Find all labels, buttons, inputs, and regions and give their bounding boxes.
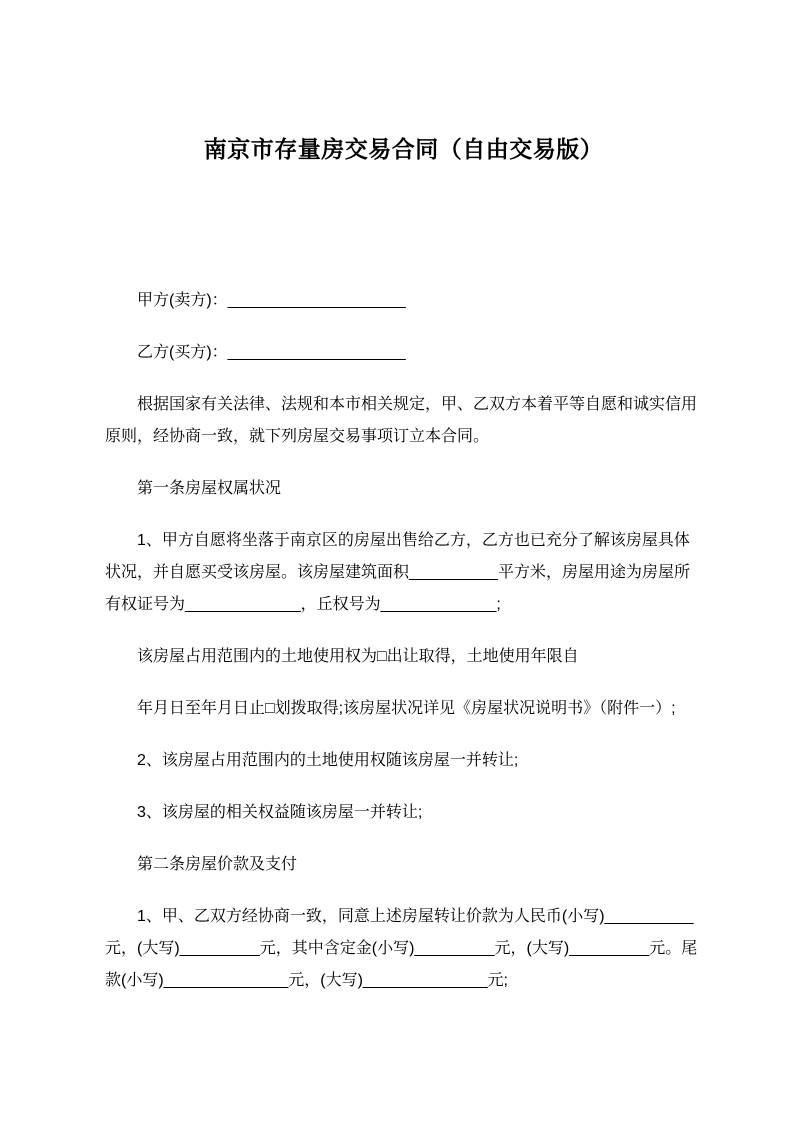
party-b-blank-line: ____________________ xyxy=(227,344,406,361)
section-1-clause-3: 3、该房屋的相关权益随该房屋一并转让; xyxy=(137,804,423,821)
party-b-label: 乙方(买方)： xyxy=(137,344,228,361)
document-title: 南京市存量房交易合同（自由交易版） xyxy=(203,136,604,162)
section-1-land-use-line-2: 年月日至年月日止□划拨取得;该房屋状况详见《房屋状况说明书》（附件一）; xyxy=(137,700,676,717)
section-1-land-use-line-1: 该房屋占用范围内的土地使用权为□出让取得，土地使用年限自 xyxy=(137,648,579,665)
section-2-heading: 第二条房屋价款及支付 xyxy=(137,856,298,873)
section-1-clause-2: 2、该房屋占用范围内的土地使用权随该房屋一并转让; xyxy=(137,752,519,769)
section-2-clause-1: 1、甲、乙双方经协商一致，同意上述房屋转让价款为人民币(小写)__________元，(大写)_________元，其中含定金(小写)_________元，(大写)_________元。尾款(小写)______________元，(大写)______________元; xyxy=(105,908,698,989)
intro-paragraph: 根据国家有关法律、法规和本市相关规定，甲、乙双方本着平等自愿和诚实信用原则，经协商一致，就下列房屋交易事项订立本合同。 xyxy=(105,396,698,445)
party-b-line xyxy=(105,337,702,369)
party-a-blank-line: ____________________ xyxy=(227,292,406,309)
party-a-label: 甲方(卖方)： xyxy=(137,292,228,309)
section-1-heading: 第一条房屋权属状况 xyxy=(137,480,282,497)
party-a-line xyxy=(105,285,702,317)
section-1-clause-1: 1、甲方自愿将坐落于南京区的房屋出售给乙方，乙方也已充分了解该房屋具体状况，并自愿买受该房屋。该房屋建筑面积__________平方米，房屋用途为房屋所有权证号为_____________，丘权号为_____________; xyxy=(105,532,690,613)
